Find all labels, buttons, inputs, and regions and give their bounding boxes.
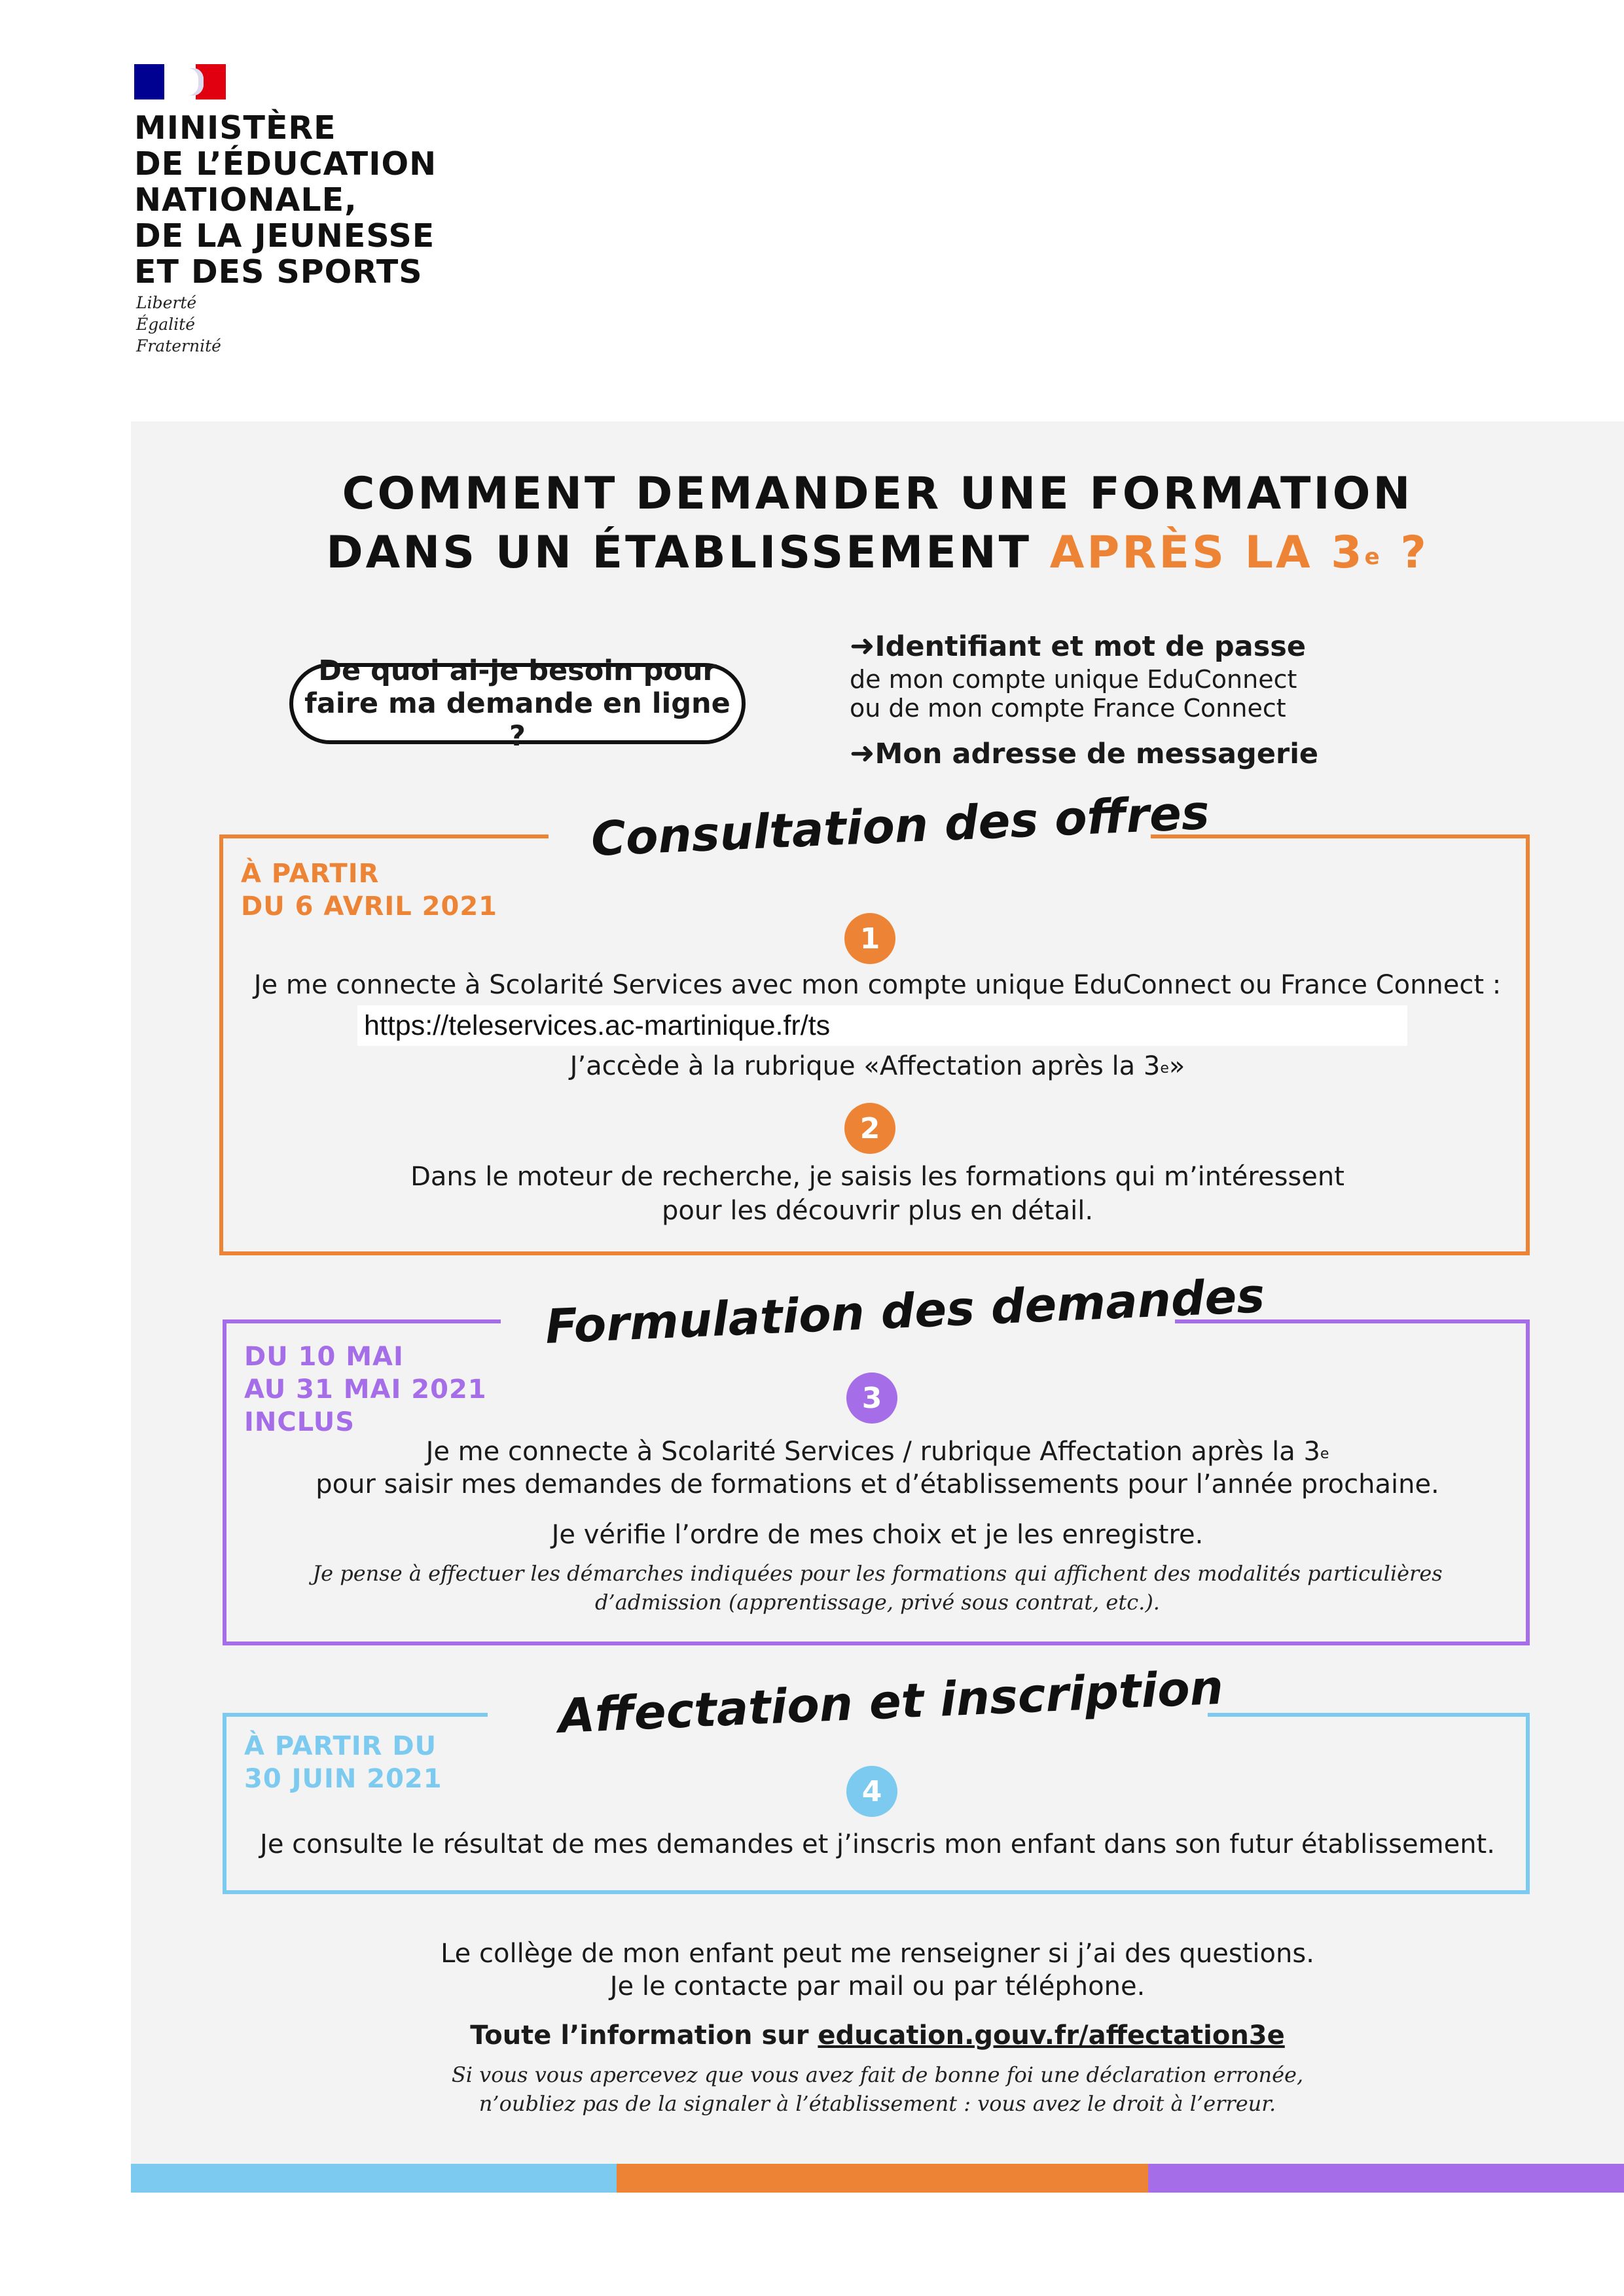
need-item-title: Mon adresse de messagerie <box>875 738 1319 770</box>
need-item-detail: de mon compte unique EduConnect <box>850 665 1297 694</box>
formulation-date <box>244 1340 487 1439</box>
affectation-date <box>244 1730 442 1795</box>
step3-text: Je me connecte à Scolarité Services / rubrique Affectation après la 3 <box>425 1437 1320 1467</box>
step-number-4: 4 <box>846 1766 897 1817</box>
need-item-title: Identifiant et mot de passe <box>875 630 1307 663</box>
bar-segment-orange <box>617 2164 1148 2193</box>
date-line: AU 31 MAI 2021 <box>244 1374 487 1405</box>
date-line: DU 10 MAI <box>244 1342 404 1372</box>
arrow-right-icon: ➜ <box>850 735 875 770</box>
step2-line: pour les découvrir plus en détail. <box>661 1196 1094 1226</box>
rubric-text: J’accède à la rubrique «Affectation après la 3 <box>569 1051 1161 1081</box>
date-line: INCLUS <box>244 1407 355 1437</box>
footer-line: Le collège de mon enfant peut me renseigner si j’ai des questions. <box>441 1939 1314 1969</box>
title-line-2 <box>131 524 1624 583</box>
motto-line: Fraternité <box>136 336 221 355</box>
ministry-line: MINISTÈRE <box>134 109 336 147</box>
title-accent-text: APRÈS LA 3 <box>1049 527 1365 579</box>
republic-motto <box>136 292 221 357</box>
rubric-sup: e <box>1160 1060 1169 1077</box>
page-title <box>131 465 1624 583</box>
title-question-mark: ? <box>1382 527 1429 579</box>
affectation-heading: Affectation et inscription <box>557 1659 1225 1744</box>
footer-note: n’oubliez pas de la signaler à l’établissement : vous avez le droit à l’erreur. <box>478 2091 1276 2116</box>
ministry-line: DE LA JEUNESSE <box>134 217 435 255</box>
date-line: À PARTIR <box>241 859 380 889</box>
step4-line: Je consulte le résultat de mes demandes et j’inscris mon enfant dans son futur établissement. <box>260 1829 1495 1859</box>
date-line: 30 JUIN 2021 <box>244 1764 442 1794</box>
need-item-detail: ou de mon compte France Connect <box>850 694 1286 723</box>
footer-info-link[interactable]: education.gouv.fr/affectation3e <box>818 2020 1285 2051</box>
ministry-line: ET DES SPORTS <box>134 253 423 291</box>
teleservices-url[interactable]: https://teleservices.ac-martinique.fr/ts <box>357 1005 1407 1046</box>
rubric-close: » <box>1168 1051 1185 1081</box>
republic-flag-logo <box>134 64 226 99</box>
title-line-1: COMMENT DEMANDER UNE FORMATION <box>342 468 1413 520</box>
step-number-2: 2 <box>844 1103 895 1154</box>
arrow-right-icon: ➜ <box>850 628 875 663</box>
bar-segment-blue <box>131 2164 617 2193</box>
title-line-2-text: DANS UN ÉTABLISSEMENT <box>326 527 1032 579</box>
needs-question-pill <box>289 655 746 753</box>
title-accent <box>1050 527 1429 579</box>
step3-note: d’admission (apprentissage, privé sous contrat, etc.). <box>595 1590 1160 1615</box>
step3-sup: e <box>1320 1446 1329 1462</box>
date-line: À PARTIR DU <box>244 1731 437 1761</box>
date-line: DU 6 AVRIL 2021 <box>241 891 497 922</box>
ministry-line: NATIONALE, <box>134 181 357 219</box>
step3-note: Je pense à effectuer les démarches indiquées pour les formations qui affichent des modalités particulières <box>312 1561 1443 1586</box>
ministry-line: DE L’ÉDUCATION <box>134 145 437 183</box>
consultation-heading: Consultation des offres <box>590 784 1211 867</box>
step-number-1: 1 <box>844 913 895 964</box>
footer-info <box>131 2019 1624 2052</box>
ministry-name <box>134 110 437 290</box>
footer-info-label: Toute l’information sur <box>470 2020 818 2051</box>
step1-line: Je me connecte à Scolarité Services avec mon compte unique EduConnect ou France Connect : <box>253 970 1502 1000</box>
footer-note: Si vous vous apercevez que vous avez fait de bonne foi une déclaration erronée, <box>451 2062 1304 2087</box>
bar-segment-purple <box>1148 2164 1624 2193</box>
footer-line: Je le contacte par mail ou par téléphone. <box>609 1971 1146 2001</box>
step-number-3: 3 <box>846 1372 897 1424</box>
formulation-heading: Formulation des demandes <box>544 1268 1266 1354</box>
title-accent-sup: e <box>1364 544 1382 570</box>
pill-line: faire ma demande en ligne ? <box>304 687 731 753</box>
tricolor-bar <box>131 2164 1624 2193</box>
step1-rubric-line <box>131 1050 1624 1083</box>
step3-line <box>131 1435 1624 1468</box>
motto-line: Liberté <box>136 293 197 312</box>
step3-line: pour saisir mes demandes de formations et d’établissements pour l’année prochaine. <box>316 1469 1439 1499</box>
needs-list <box>850 627 1318 772</box>
consultation-date <box>241 857 497 923</box>
need-item-email <box>850 734 1318 772</box>
step2-line: Dans le moteur de recherche, je saisis les formations qui m’intéressent <box>410 1162 1344 1192</box>
step3-line: Je vérifie l’ordre de mes choix et je les enregistre. <box>551 1520 1204 1550</box>
pill-line: De quoi ai-je besoin pour <box>318 655 717 687</box>
motto-line: Égalité <box>136 315 195 334</box>
need-item-credentials <box>850 627 1318 665</box>
